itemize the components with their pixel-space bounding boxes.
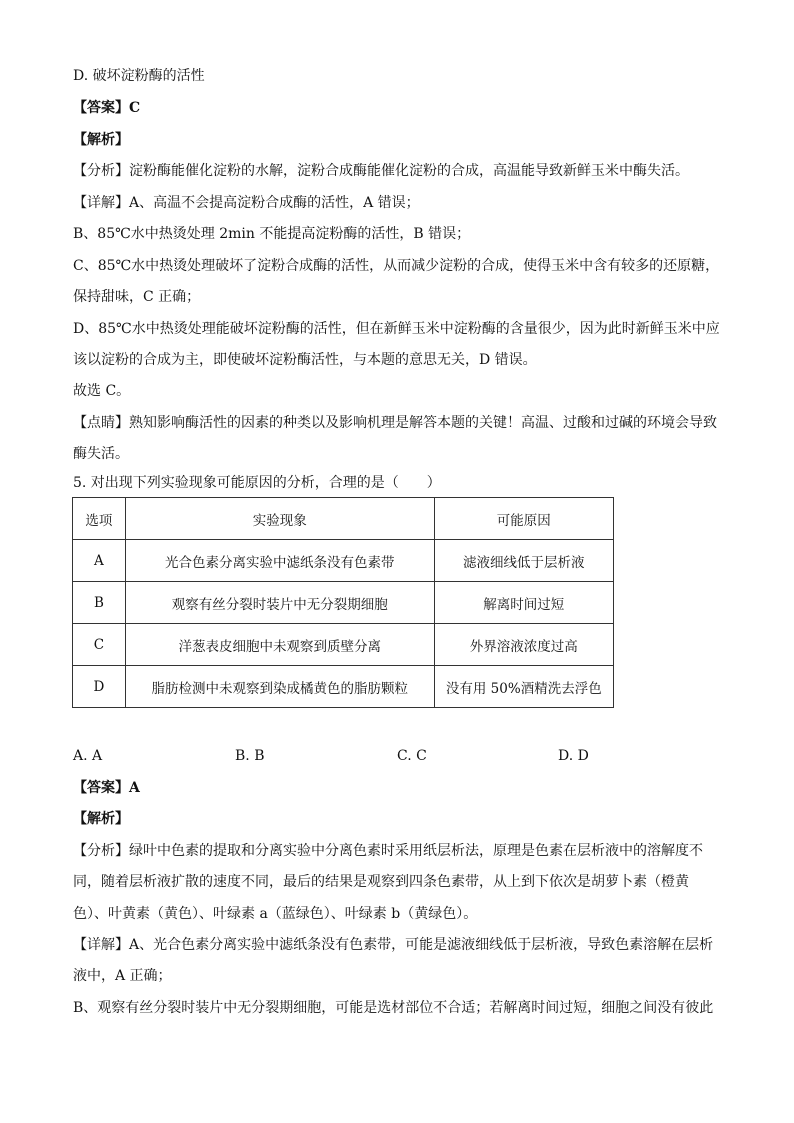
- analysis-paragraph-5-3: 色）、叶黄素（黄色）、叶绿素 a（蓝绿色）、叶绿素 b（黄绿色）。: [73, 906, 478, 922]
- table-cell: 外界溶液浓度过高: [434, 624, 613, 666]
- table-cell: 解离时间过短: [434, 582, 613, 624]
- table-header-cell: 选项: [73, 498, 126, 540]
- question-5-stem: 5. 对出现下列实验现象可能原因的分析，合理的是（ ）: [73, 475, 441, 491]
- table-header-cell: 实验现象: [125, 498, 434, 540]
- table-cell: 滤液细线低于层析液: [434, 540, 613, 582]
- table-cell: 光合色素分离实验中滤纸条没有色素带: [125, 540, 434, 582]
- detail-paragraph-d-1: D、85℃水中热烫处理能破坏淀粉酶的活性，但在新鲜玉米中淀粉酶的含量很少，因为此时新鲜玉米中应: [73, 321, 720, 337]
- detail-paragraph-d-2: 该以淀粉的合成为主，即使破坏淀粉酶活性，与本题的意思无关，D 错误。: [73, 352, 537, 368]
- answer-label-5: 【答案】A: [73, 780, 140, 796]
- analysis-heading: 【解析】: [73, 132, 129, 148]
- analysis-paragraph-5-2: 同，随着层析液扩散的速度不同，最后的结果是观察到四条色素带，从上到下依次是胡萝卜素（橙黄: [73, 874, 689, 890]
- choice-a: A. A: [73, 748, 103, 764]
- table-row: [73, 666, 614, 708]
- table-row: [73, 540, 614, 582]
- detail-paragraph-c-1: C、85℃水中热烫处理破坏了淀粉合成酶的活性，从而减少淀粉的合成，使得玉米中含有较多的还原糖，: [73, 258, 720, 274]
- tip-paragraph-1: 【点睛】熟知影响酶活性的因素的种类以及影响机理是解答本题的关键！高温、过酸和过碱的环境会导致: [73, 415, 717, 431]
- analysis-heading-5: 【解析】: [73, 811, 129, 827]
- choice-c: C. C: [397, 748, 427, 764]
- table-cell: D: [73, 666, 126, 708]
- table-cell: A: [73, 540, 126, 582]
- table-cell: 观察有丝分裂时装片中无分裂期细胞: [125, 582, 434, 624]
- answer-label: 【答案】C: [73, 100, 141, 116]
- detail-paragraph-5-b: B、观察有丝分裂时装片中无分裂期细胞，可能是选材部位不合适；若解离时间过短，细胞之间没有彼此: [73, 1000, 714, 1016]
- table-cell: C: [73, 624, 126, 666]
- question-5-table: [72, 497, 614, 708]
- tip-paragraph-2: 酶失活。: [73, 446, 129, 462]
- table-cell: 洋葱表皮细胞中未观察到质壁分离: [125, 624, 434, 666]
- table-cell: B: [73, 582, 126, 624]
- detail-paragraph-b: B、85℃水中热烫处理 2min 不能提高淀粉酶的活性，B 错误；: [73, 226, 471, 242]
- detail-paragraph-a: 【详解】A、高温不会提高淀粉合成酶的活性，A 错误；: [73, 195, 420, 211]
- detail-paragraph-5-2: 液中，A 正确；: [73, 968, 172, 984]
- table-cell: 没有用 50%酒精洗去浮色: [434, 666, 613, 708]
- table-header-cell: 可能原因: [434, 498, 613, 540]
- option-d-text: D. 破坏淀粉酶的活性: [73, 68, 205, 84]
- choose-line: 故选 C。: [73, 383, 131, 399]
- table-header-row: [73, 498, 614, 540]
- choice-d: D. D: [558, 748, 589, 764]
- table-row: [73, 582, 614, 624]
- choice-b: B. B: [235, 748, 265, 764]
- detail-paragraph-c-2: 保持甜味，C 正确；: [73, 289, 201, 305]
- table-cell: 脂肪检测中未观察到染成橘黄色的脂肪颗粒: [125, 666, 434, 708]
- table-row: [73, 624, 614, 666]
- detail-paragraph-5-1: 【详解】A、光合色素分离实验中滤纸条没有色素带，可能是滤液细线低于层析液，导致色素溶解在层析: [73, 937, 714, 953]
- analysis-paragraph: 【分析】淀粉酶能催化淀粉的水解，淀粉合成酶能催化淀粉的合成，高温能导致新鲜玉米中酶失活。: [73, 163, 689, 179]
- analysis-paragraph-5-1: 【分析】绿叶中色素的提取和分离实验中分离色素时采用纸层析法，原理是色素在层析液中的溶解度不: [73, 843, 703, 859]
